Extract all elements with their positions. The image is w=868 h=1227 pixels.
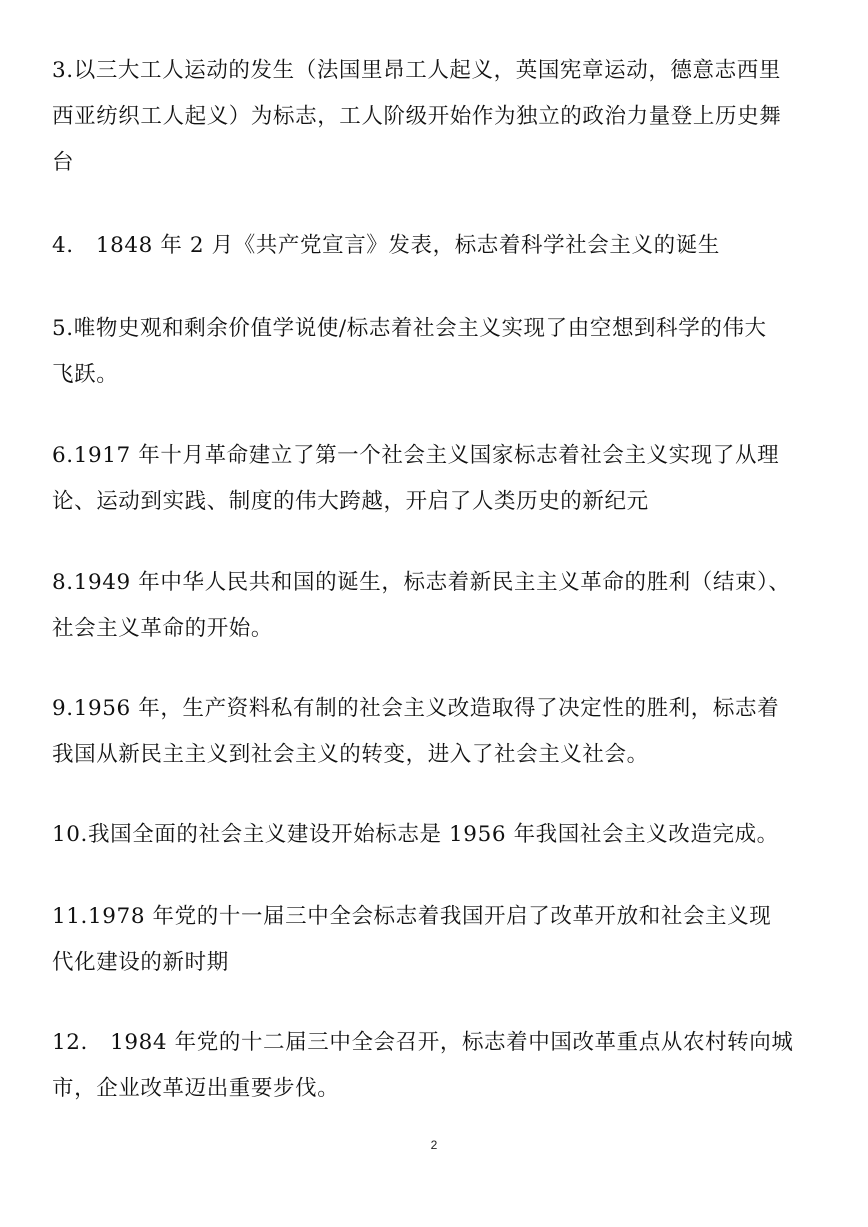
list-item-9: [52, 686, 822, 778]
list-item-3-line-3: 台: [52, 150, 75, 175]
list-item-3-line-2: 西亚纺织工人起义）为标志，工人阶级开始作为独立的政治力量登上历史舞: [52, 104, 782, 129]
list-item-12-line-1: 12. 1984 年党的十二届三中全会召开，标志着中国改革重点从农村转向城: [52, 1030, 794, 1055]
list-item-9-line-2: 我国从新民主主义到社会主义的转变，进入了社会主义社会。: [52, 742, 649, 767]
list-item-5-line-1: 5.唯物史观和剩余价值学说使/标志着社会主义实现了由空想到科学的伟大: [52, 316, 767, 341]
list-item-8-line-2: 社会主义革命的开始。: [52, 616, 274, 641]
list-item-5: [52, 306, 822, 398]
list-item-8-line-1: 8.1949 年中华人民共和国的诞生，标志着新民主主义革命的胜利（结束）、: [52, 570, 791, 595]
list-item-11-line-1: 11.1978 年党的十一届三中全会标志着我国开启了改革开放和社会主义现: [52, 904, 772, 929]
list-item-9-line-1: 9.1956 年，生产资料私有制的社会主义改造取得了决定性的胜利，标志着: [52, 696, 780, 721]
list-item-10: [52, 812, 822, 858]
list-item-10-line-1: 10.我国全面的社会主义建设开始标志是 1956 年我国社会主义改造完成。: [52, 822, 779, 847]
list-item-4-line-1: 4. 1848 年 2 月《共产党宣言》发表，标志着科学社会主义的诞生: [52, 233, 720, 258]
list-item-3-line-1: 3.以三大工人运动的发生（法国里昂工人起义，英国宪章运动，德意志西里: [52, 58, 781, 83]
list-item-6: [52, 433, 822, 525]
list-item-3: [52, 48, 822, 186]
list-item-12-line-2: 市，企业改革迈出重要步伐。: [52, 1076, 340, 1101]
list-item-4: [52, 223, 822, 269]
list-item-11: [52, 894, 822, 986]
page-number: 2: [430, 1138, 438, 1152]
list-item-6-line-2: 论、运动到实践、制度的伟大跨越，开启了人类历史的新纪元: [52, 489, 649, 514]
list-item-12: [52, 1020, 822, 1112]
list-item-6-line-1: 6.1917 年十月革命建立了第一个社会主义国家标志着社会主义实现了从理: [52, 443, 780, 468]
list-item-5-line-2: 飞跃。: [52, 362, 119, 387]
list-item-11-line-2: 代化建设的新时期: [52, 950, 229, 975]
list-item-8: [52, 560, 822, 652]
